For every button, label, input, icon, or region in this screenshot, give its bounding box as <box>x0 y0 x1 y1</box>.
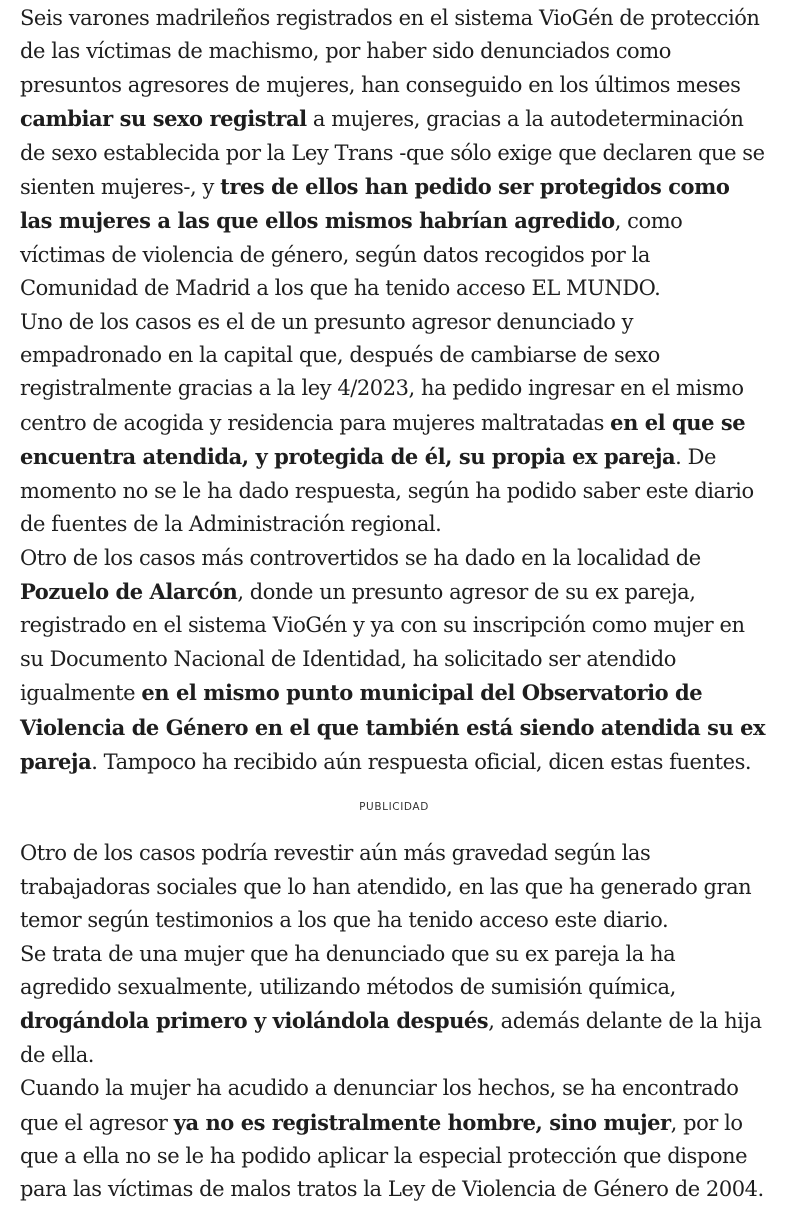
paragraph-bold-text: drogándola primero y violándola después <box>20 1008 489 1034</box>
article-paragraph <box>20 837 768 937</box>
paragraph-text: Seis varones madrileños registrados en el sistema VioGén de protección de las víctimas de machismo, por haber sido denunciados como presuntos agresores de mujeres, han conseguido en los últimos meses <box>20 6 760 97</box>
paragraph-text: . Tampoco ha recibido aún respuesta oficial, dicen estas fuentes. <box>91 749 752 774</box>
article-paragraph <box>20 938 768 1073</box>
paragraph-text: . De momento no se le ha dado respuesta, según ha podido saber este diario de fuentes de la Administración regional. <box>20 445 754 537</box>
article-paragraph <box>20 306 768 542</box>
paragraph-text: , como víctimas de violencia de género, según datos recogidos por la Comunidad de Madrid a los que ha tenido acceso EL MUNDO. <box>20 209 683 301</box>
paragraph-bold-text: en el que se encuentra atendida, y protegida de él, su propia ex pareja <box>20 409 746 470</box>
advertising-label: PUBLICIDAD <box>359 801 429 814</box>
paragraph-text: Cuando la mujer ha acudido a denunciar los hechos, se ha encontrado que el agresor <box>20 1076 739 1135</box>
paragraph-text: Otro de los casos podría revestir aún más gravedad según las trabajadoras sociales que lo han atendido, en las que ha generado gran temor según testimonios a los que ha tenido acceso este diario. <box>20 841 752 933</box>
paragraph-bold-text: tres de ellos han pedido ser protegidos como las mujeres a las que ellos mismos habrían agredido <box>20 174 730 234</box>
paragraph-text: a mujeres, gracias a la autodeterminación de sexo establecida por la Ley Trans -que sólo exige que declaren que se sienten mujeres-, y <box>20 107 765 200</box>
paragraph-bold-text: ya no es registralmente hombre, sino mujer <box>173 1109 671 1135</box>
paragraph-bold-text: cambiar su sexo registral <box>20 106 307 132</box>
article-paragraph <box>20 2 768 306</box>
article-paragraph <box>20 542 768 780</box>
paragraph-text: Se trata de una mujer que ha denunciado que su ex pareja la ha agredido sexualmente, utilizando métodos de sumisión química, <box>20 941 676 999</box>
paragraph-text: , además delante de la hija de ella. <box>20 1009 762 1067</box>
paragraph-text: , por lo que a ella no se le ha podido aplicar la especial protección que dispone para las víctimas de malos tratos la Ley de Violencia de Género de 2004. <box>20 1110 764 1202</box>
paragraph-text: Uno de los casos es el de un presunto agresor denunciado y empadronado en la capital que, después de cambiarse de sexo registralmente gracias a la ley 4/2023, ha pedido ingresar en el mismo centro de acogida y residencia para mujeres maltratadas <box>20 309 744 435</box>
article-paragraph <box>20 1072 768 1207</box>
article-paragraphs-bottom <box>20 837 768 1206</box>
paragraph-bold-text: Pozuelo de Alarcón <box>20 578 238 604</box>
paragraph-text: Otro de los casos más controvertidos se ha dado en la localidad de <box>20 545 701 570</box>
article-paragraphs-top <box>20 2 768 779</box>
paragraph-text: , donde un presunto agresor de su ex pareja, registrado en el sistema VioGén y ya con su inscripción como mujer en su Documento Nacional de Identidad, ha solicitado ser atendido igualmente <box>20 579 745 706</box>
paragraph-bold-text: en el mismo punto municipal del Observatorio de Violencia de Género en el que también está siendo atendida su ex pareja <box>20 680 766 774</box>
